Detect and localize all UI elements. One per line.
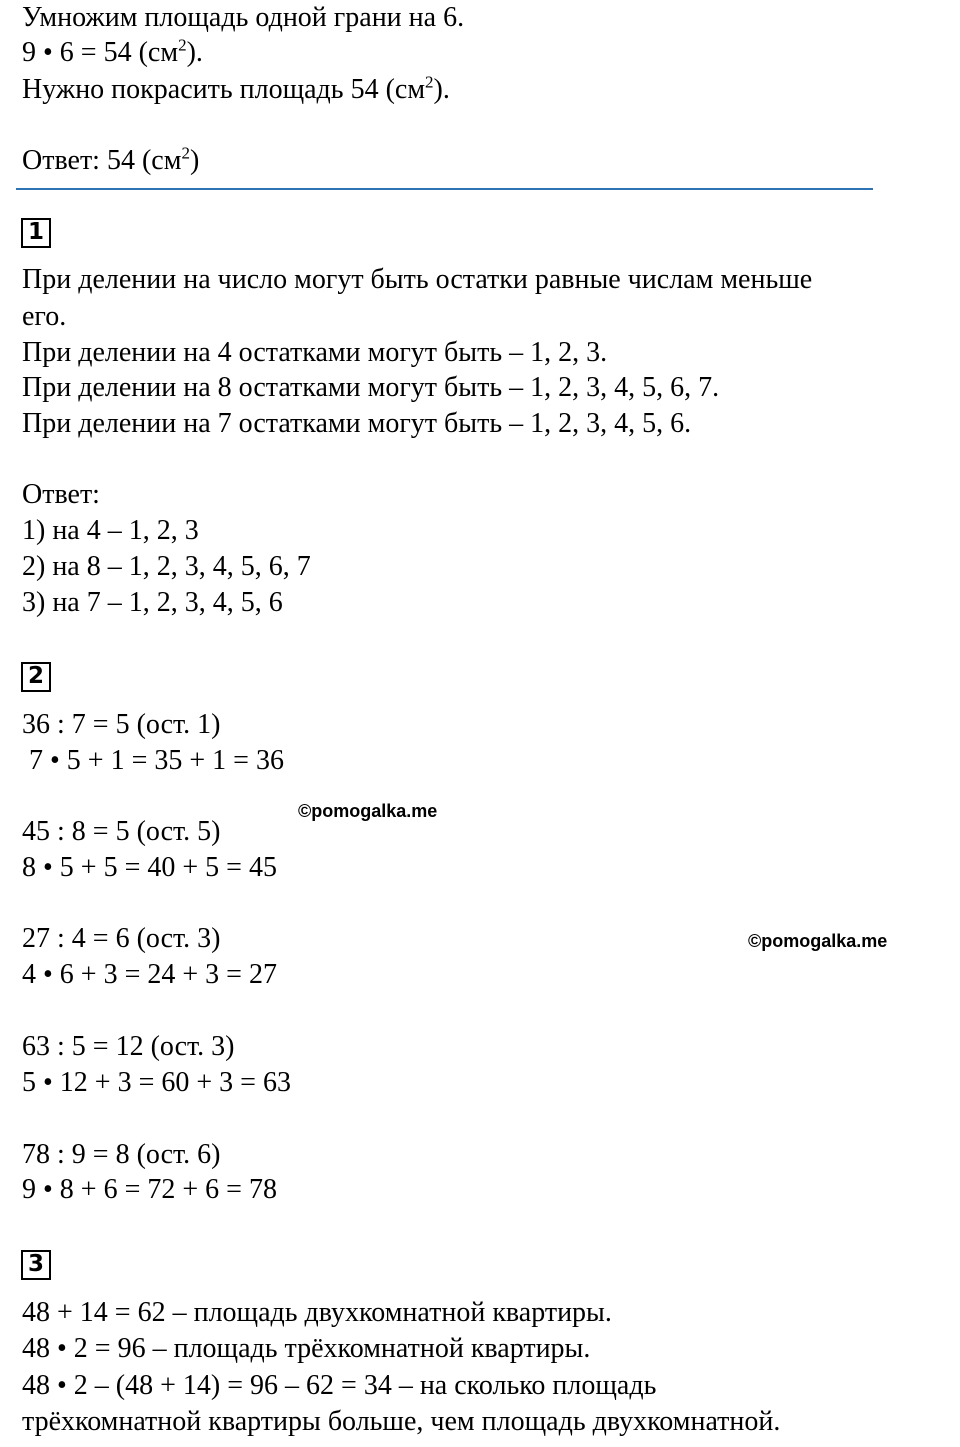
task-3-number-box: 3 <box>21 1250 51 1280</box>
task-2-line: 7 • 5 + 1 = 35 + 1 = 36 <box>22 745 284 776</box>
task-1-line: его. <box>22 301 67 332</box>
intro-answer: Ответ: 54 $(см^2)$ <box>22 143 200 176</box>
task-1-answer-item: 1) на 4 – 1, 2, 3 <box>22 515 199 546</box>
task-2-line: 78 : 9 = 8 (ост. 6) <box>22 1139 221 1170</box>
task-1-number-box: 1 <box>21 218 51 248</box>
intro-line-1: Умножим площадь одной грани на 6. <box>22 2 465 33</box>
task-2-line: 9 • 8 + 6 = 72 + 6 = 78 <box>22 1174 277 1205</box>
task-1-answer-item: 3) на 7 – 1, 2, 3, 4, 5, 6 <box>22 587 283 618</box>
task-1-answer-item: 2) на 8 – 1, 2, 3, 4, 5, 6, 7 <box>22 551 311 582</box>
watermark: ©pomogalka.me <box>748 931 888 951</box>
task-2-line: 36 : 7 = 5 (ост. 1) <box>22 709 221 740</box>
task-1-line: При делении на 8 остатками могут быть – 1, 2, 3, 4, 5, 6, 7. <box>22 372 720 403</box>
task-1-line: При делении на 7 остатками могут быть – 1, 2, 3, 4, 5, 6. <box>22 408 692 439</box>
task-3-line: трёхкомнатной квартиры больше, чем площадь двухкомнатной. <box>22 1406 781 1437</box>
task-1-line: При делении на 4 остатками могут быть – 1, 2, 3. <box>22 337 608 368</box>
task-2-line: 4 • 6 + 3 = 24 + 3 = 27 <box>22 959 277 990</box>
task-2-number-box: 2 <box>21 662 51 692</box>
intro-line-3: Нужно покрасить площадь 54 $(см^2)$. <box>22 72 450 105</box>
section-divider <box>16 188 873 190</box>
task-1-line: При делении на число могут быть остатки равные числам меньше <box>22 264 813 295</box>
task-2-line: 63 : 5 = 12 (ост. 3) <box>22 1031 235 1062</box>
task-2-line: 5 • 12 + 3 = 60 + 3 = 63 <box>22 1067 291 1098</box>
task-3-line: 48 + 14 = 62 – площадь двухкомнатной квартиры. <box>22 1297 612 1328</box>
task-2-line: 8 • 5 + 5 = 40 + 5 = 45 <box>22 852 277 883</box>
task-1-answer-label: Ответ: <box>22 479 100 510</box>
task-3-line: 48 • 2 – (48 + 14) = 96 – 62 = 34 – на сколько площадь <box>22 1370 657 1401</box>
watermark: ©pomogalka.me <box>298 801 438 821</box>
intro-line-2: 9 • 6 = 54 $(см^2)$. <box>22 35 203 68</box>
task-2-line: 27 : 4 = 6 (ост. 3) <box>22 923 221 954</box>
task-2-line: 45 : 8 = 5 (ост. 5) <box>22 816 221 847</box>
task-3-line: 48 • 2 = 96 – площадь трёхкомнатной квартиры. <box>22 1333 591 1364</box>
